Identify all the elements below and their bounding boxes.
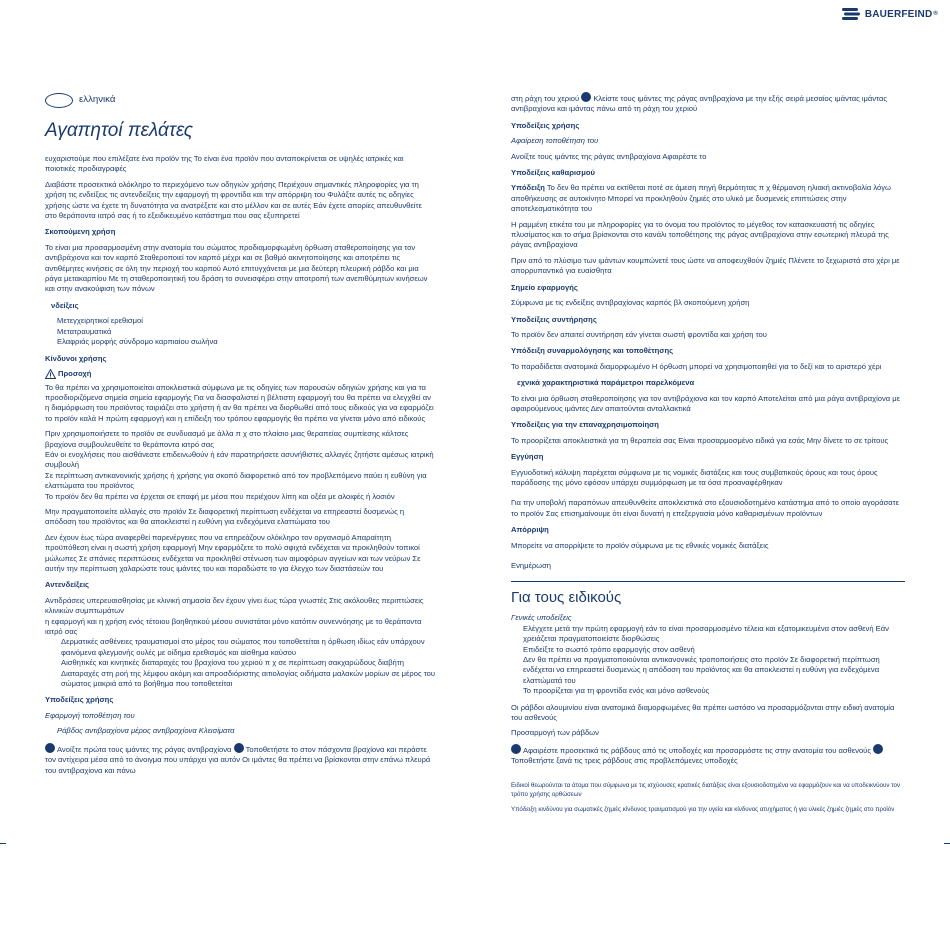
disposal-text: Μπορείτε να απορρίψετε το προϊόν σύμφωνα με τις εθνικές νομικές διατάξεις: [511, 540, 769, 550]
application-step-3-text: Κλείστε τους ιμάντες της ράγας αντιβραχίονα με την εξής σειρά μεσαίος ιμάντας ιμάντας αντιβραχίονα και ιμάντας πάνω από τη ράχη του χεριού: [511, 94, 888, 114]
language-selector: [45, 92, 435, 108]
risks-paragraph-2: Πριν χρησιμοποιήσετε το προϊόν σε συνδυασμό με άλλα π χ στο πλαίσιο μιας θεραπείας συμπίεσης κάλτσες βραχίονα συμβουλευθείτε το θεράποντα ιατρό σας: [45, 429, 409, 449]
list-item: Ελαφριάς μορφής σύνδρομο καρπιαίου σωλήνα: [57, 337, 218, 347]
application-continued-text: στη ράχη του χεριού: [511, 94, 580, 103]
removal-subheading: Αφαίρεση τοποθέτηση του: [511, 136, 599, 146]
page-title: Αγαπητοί πελάτες: [45, 120, 194, 141]
assembly-text: Το παραδίδεται ανατομικά διαμορφωμένο Η όρθωση μπορεί να χρησιμοποιηθεί για το δεξί και το αριστερό χέρι: [511, 361, 882, 371]
removal-text: Ανοίξτε τους ιμάντες της ράγας αντιβραχίονα Αφαιρέστε το: [511, 151, 707, 161]
step-bullet-icon: [873, 744, 883, 754]
usage-step-1-text: Ανοίξτε πρώτα τους ιμάντες της ράγας αντιβραχίονα: [57, 744, 232, 754]
list-item: Μετεγχειρητικοί ερεθισμοί: [57, 316, 143, 326]
application-continued: [511, 92, 907, 115]
caution-label: [45, 369, 91, 379]
cleaning-note-label: Υπόδειξη: [511, 183, 545, 193]
step-bullet-icon: [581, 92, 591, 102]
language-label: ελληνικά: [79, 93, 116, 105]
list-item: Δερματικές ασθένειες τραυματισμοί στο μέρος του σώματος που τοποθετείται η όρθωση ιδίως εάν υπάρχουν φαινόμενα φλεγμονής ουλές με οίδημα ερεθισμός και αίσθημα καύσου: [61, 637, 425, 657]
bauerfeind-logo-icon: [842, 7, 862, 21]
warning-triangle-icon: [45, 369, 56, 379]
section-heading-assembly: Υπόδειξη συναρμολόγησης και τοποθέτησης: [511, 346, 674, 356]
warranty-text: Εγγυοδοτική κάλυψη παρέχεται σύμφωνα με τις νομικές διατάξεις και τους συμβατικούς όρους και τους όρους παράδοσης της μόνο εφόσον υπάρχει συμμόρφωση με τα όσα προαναφέρθηκαν: [511, 467, 878, 487]
list-item: Διαταραχές στη ροή της λέμφου ακόμη και απροσδιόριστης αιτιολογίας οιδήματα μαλακών μορίων σε μέρος του σώματος μακριά από το βοήθημα που τοποθετείται: [61, 668, 435, 689]
step-bullet-icon: [511, 744, 521, 754]
warranty-text-2: Για την υποβολή παραπόνων απευθυνθείτε αποκλειστικά στο εξουσιοδοτημένο κατάστημα από το οποίο αγοράσατε το προϊόν Σας επισημαίνουμε ότι είναι δυνατή η επεξεργασία μόνο καθαρισμένων προϊόντων: [511, 498, 900, 518]
risks-paragraph-3: Εάν οι ενοχλήσεις που αισθάνεστε επιδεινωθούν ή εάν παρατηρήσετε ασυνήθιστες αλλαγές ζητήστε αμέσως ιατρική συμβουλή: [45, 449, 434, 470]
usage-subheading: Εφαρμογή τοποθέτηση του: [45, 710, 135, 720]
section-heading-indications: νδείξεις: [51, 300, 79, 310]
update-label: Ενημέρωση: [511, 561, 552, 570]
maintenance-text: Το προϊόν δεν απαιτεί συντήρηση εάν γίνεται σωστή φροντίδα και χρήση του: [511, 329, 767, 339]
step-bullet-icon: [234, 743, 244, 753]
fold-mark-right: [944, 843, 950, 844]
section-divider: [511, 581, 905, 582]
left-column: [45, 92, 435, 781]
caution-text: Προσοχή: [58, 368, 92, 378]
list-item: Επιδείξτε το σωστό τρόπο εφαρμογής στον ασθενή: [523, 644, 695, 654]
technical-text: Το είναι μια όρθωση σταθεροποίησης για τον αντιβράχιονα και τον καρπό Αποτελείται από μια ράγα αντιβραχίονα με αφαιρούμενους ιμάντες Δεν απαιτούνται ανταλλακτικά: [511, 393, 901, 413]
section-heading-technical: εχνικά χαρακτηριστικά παράμετροι παρελκόμενα: [517, 378, 695, 388]
contraindications-list: [45, 637, 435, 689]
footnote-warning: Υπόδειξη κινδύνου για σωματικές ζημιές κίνδυνος τραυματισμού για την υγεία και κίνδυνος ατυχήματος ή για υλικές ζημιές ζημιές στο προϊόν: [511, 805, 895, 813]
list-item: Αισθητικές και κινητικές διαταραχές του βραχίονα του χεριού π χ σε περίπτωση σακχαρώδους διαβήτη: [61, 658, 405, 668]
experts-rods-text: Οι ράβδοι αλουμινίου είναι ανατομικά διαμορφωμένες θα πρέπει ωστόσο να προσαρμόζονται στην ειδική ανατομία του ασθενούς: [511, 702, 895, 723]
section-heading-usage: Υποδείξεις χρήσης: [45, 695, 114, 705]
list-item: Ελέγχετε μετά την πρώτη εφαρμογή εάν το είναι προσαρμοσμένο τέλεια και εξατομικευμένα στον ασθενή Εάν χρειάζεται πραγματοποιείστε διορθώσεις: [523, 623, 889, 644]
risks-paragraph-5: Το προϊόν δεν θα πρέπει να έρχεται σε επαφή με μέσα που περιέχουν λίπη και οξέα με αλοιφές ή λοσιόν: [45, 491, 395, 501]
footnote-experts: Ειδικοί θεωρούνται τα άτομα που σύμφωνα με τις ισχύουσες κρατικές διατάξεις είναι εξουσιοδοτημένα να εφαρμόζουν και να υποδεικνύουν τον τρόπο χρήσης ορθώσεων: [511, 781, 901, 798]
experts-title: Για τους ειδικούς: [511, 589, 622, 607]
experts-subheading: Γενικές υποδείξεις: [511, 613, 572, 623]
usage-parts: Ράβδος αντιβραχίονα μέρος αντιβραχίονα Κλεισίματα: [57, 726, 235, 736]
language-oval-icon: [45, 93, 73, 108]
brand-logo: [842, 7, 938, 21]
experts-list: [511, 624, 907, 697]
section-heading-risks: Κίνδυνοι χρήσης: [45, 353, 107, 363]
indications-list: [45, 316, 435, 347]
section-heading-maintenance: Υποδείξεις συντήρησης: [511, 314, 597, 324]
adjust-step-2-text: Τοποθετήστε ξανά τις τρεις ράβδους στις προβλεπόμενες υποδοχές: [511, 756, 738, 766]
brand-name: BAUERFEIND: [864, 8, 933, 20]
risks-paragraph-6: Μην πραγματοποιείτε αλλαγές στο προϊόν Σε διαφορετική περίπτωση ενδέχεται να επηρεαστεί δυσμενώς η απόδοση του προϊόντος και θα αποκλειστεί η ευθύνη για ενδεχόμενα ελαττώματα του: [45, 506, 405, 527]
section-heading-cleaning: Υποδείξεις καθαρισμού: [511, 168, 595, 178]
risks-paragraph-4: Σε περίπτωση αντικανονικής χρήσης ή χρήσης για σκοπό διαφορετικό από τον προβλεπόμενο παύει η ευθύνη για ελαττώματα του προϊόντος: [45, 470, 427, 491]
cleaning-paragraph-3: Πριν από το πλύσιμο των ιμάντων κουμπώνετέ τους ώστε να αποφευχθούν ζημιές Πλένετε το ξεχωριστά στο χέρι με απορρυπαντικό για ευαίσθητα: [511, 255, 900, 276]
risks-paragraph-1: Το θα πρέπει να χρησιμοποιείται αποκλειστικά σύμφωνα με τις οδηγίες των παρουσών οδηγιών χρήσης και για τα προσδιοριζόμενα σημεία σημεία εφαρμογής Για να διασφαλιστεί η βέλτιστη εφαρμογή του θα πρέπει να ελεγχθεί αν η διαμόρφωση του προϊόντος ταιριάζει στο χρήστη ή αν θα πρέπει να διορθωθεί από τους ειδικούς για να εφαρμόζει το προϊόν καλά Η πρώτη εφαρμογή και η επίδειξη του τρόπου εφαρμογής θα πρέπει να γίνεται μόνο από ειδικούς: [45, 382, 434, 423]
intended-use-text: Το είναι μια προσαρμοσμένη στην ανατομία του σώματος προδιαμορφωμένη όρθωση σταθεροποίησης για τον αντιβράχιονα και τον καρπό Σταθεροποιεί τον καρπό μέχρι και σε βαθμό ακινητοποίησης και αποτρέπει τις αντιθέμητες κινήσεις σε όλη την περιοχή του καρπού Αυτό επιτυγχάνεται με μια δεύτερη πλευρική ράβδο και μια ράγα μετακαρπίου Με τη σταθεροποιητική του δράση το συνεισφέρει στην αποτροπή των ανεπιθύμητων κινήσεων και στην ανακούφιση των πόνων: [45, 242, 428, 294]
section-heading-contraindications: Αντενδείξεις: [45, 580, 90, 590]
section-heading-disposal: Απόρριψη: [511, 525, 549, 535]
list-item: Δεν θα πρέπει να πραγματοποιούνται αντικανονικές τροποποιήσεις στο προϊόν Σε διαφορετική περίπτωση ενδέχεται να επηρεαστεί δυσμενώς η απόδοση του προϊόντος και θα αποκλειστεί η ευθύνη για ενδεχόμενα ελαττώματά του: [523, 655, 880, 685]
section-heading-use-notes: Υποδείξεις χρήσης: [511, 120, 580, 130]
contraindications-note: η εφαρμογή και η χρήση ενός τέτοιου βοηθητικού μέσου συνιστάται μόνο κατόπιν συνεννόησης με το θεράποντα ιατρό σας: [45, 616, 422, 637]
application-area-text: Σύμφωνα με τις ενδείξεις αντιβραχίονας καρπός βλ σκοπούμενη χρήση: [511, 298, 750, 308]
brand-mark: ®: [933, 11, 938, 17]
section-heading-reuse: Υποδείξεις για την επαναχρησιμοποίηση: [511, 420, 659, 430]
cleaning-paragraph-1: [511, 183, 907, 214]
fold-mark-left: [0, 843, 6, 844]
usage-step-2-text: Τοποθετήστε το στον πάσχοντα βραχίονα και περάστε τον αντίχειρα μέσα από το άνοιγμα που υπάρχει για αυτόν Οι ιμάντες θα πρέπει να βρίσκονται στην επάνω πλευρά του αντιβραχίονα και πάνω: [45, 744, 431, 775]
contraindications-intro: Αντιδράσεις υπερευαισθησίας με κλινική σημασία δεν έχουν γίνει έως τώρα γνωστές Στις ακόλουθες περιπτώσεις κλινικών συμπτωμάτων: [45, 595, 424, 616]
section-heading-warranty: Εγγύηση: [511, 452, 544, 462]
intro-paragraph-2: Διαβάστε προσεκτικά ολόκληρο το περιεχόμενο των οδηγιών χρήσης Περιέχουν σημαντικές πληροφορίες για τη χρήση τις ενδείξεις τις αντενδείξεις την εφαρμογή τη φροντίδα και την απόρριψη του Φυλάξτε αυτές τις οδηγίες χρήσης ώστε να έχετε τη δυνατότητα να ανατρέξετε και στο μέλλον και σε αυτές Εάν έχετε απορίες απευθυνθείτε στο θεράποντα ιατρό σας ή το εξειδικευμένο κατάστημα που σας εξυπηρετεί: [45, 179, 422, 221]
reuse-text: Το προορίζεται αποκλειστικά για τη θεραπεία σας Είναι προσαρμοσμένο ειδικά για εσάς Μην δίνετε το σε τρίτους: [511, 435, 889, 445]
page-header: [0, 0, 950, 30]
list-item: Μετατραυματικά: [57, 326, 112, 336]
experts-adjust-heading: Προσαρμογή των ράβδων: [511, 728, 599, 738]
usage-step-1: [45, 743, 435, 776]
section-heading-intended-use: Σκοπούμενη χρήση: [45, 227, 116, 237]
experts-adjust-steps: [511, 744, 907, 767]
cleaning-note-text: Το δεν θα πρέπει να εκτίθεται ποτέ σε άμεση πηγή θερμότητας π χ θέρμανση ηλιακή ακτινοβολία λόγω αποθήκευσης σε αυτοκίνητο Μπορεί να προκληθούν ζημιές στο υλικό με δυσμενείς επιπτώσεις στην αποτελεσματικότητα του: [511, 183, 891, 214]
list-item: Το προορίζεται για τη φροντίδα ενός και μόνο ασθενούς: [523, 686, 710, 696]
adjust-step-1-text: Αφαιρέστε προσεκτικά τις ράβδους από τις υποδοχές και προσαρμόστε τις στην ανατομία του ασθενούς: [523, 745, 871, 755]
risks-paragraph-7: Δεν έχουν έως τώρα αναφερθεί παρενέργειες που να επηρεάζουν ολόκληρο τον οργανισμό Απαραίτητη προϋπόθεση είναι η σωστή χρήση εφαρμογή Μην εφαρμόζετε το πολύ σφιχτά ενδέχεται να προκληθούν τοπικοί μώλωπες Σε σπάνιες περιπτώσεις ενδέχεται να προκληθεί στένωση των αιμοφόρων αγγείων και των νεύρων Σε αυτήν την περίπτωση χαλαρώστε τους ιμάντες του και παραδώστε το για έλεγχο των διαστάσεών του: [45, 532, 421, 574]
intro-paragraph: ευχαριστούμε που επιλέξατε ένα προϊόν της Το είναι ένα προϊόν που ανταποκρίνεται σε υψηλές ιατρικές και ποιοτικές προδιαγραφές: [45, 154, 404, 174]
section-heading-application-area: Σημείο εφαρμογής: [511, 282, 578, 292]
right-column: [511, 92, 907, 819]
step-bullet-icon: [45, 743, 55, 753]
cleaning-paragraph-2: Η ραμμένη ετικέτα του με πληροφορίες για το όνομα του προϊόντος το μέγεθος τον κατασκευαστή τις οδηγίες πλυσίματος και το σήμα βρίσκονται στο κανάλι τοποθέτησης της ράγας αντιβραχίονα στην εσωτερική πλευρά της ράγας αντιβραχίονα: [511, 219, 889, 250]
